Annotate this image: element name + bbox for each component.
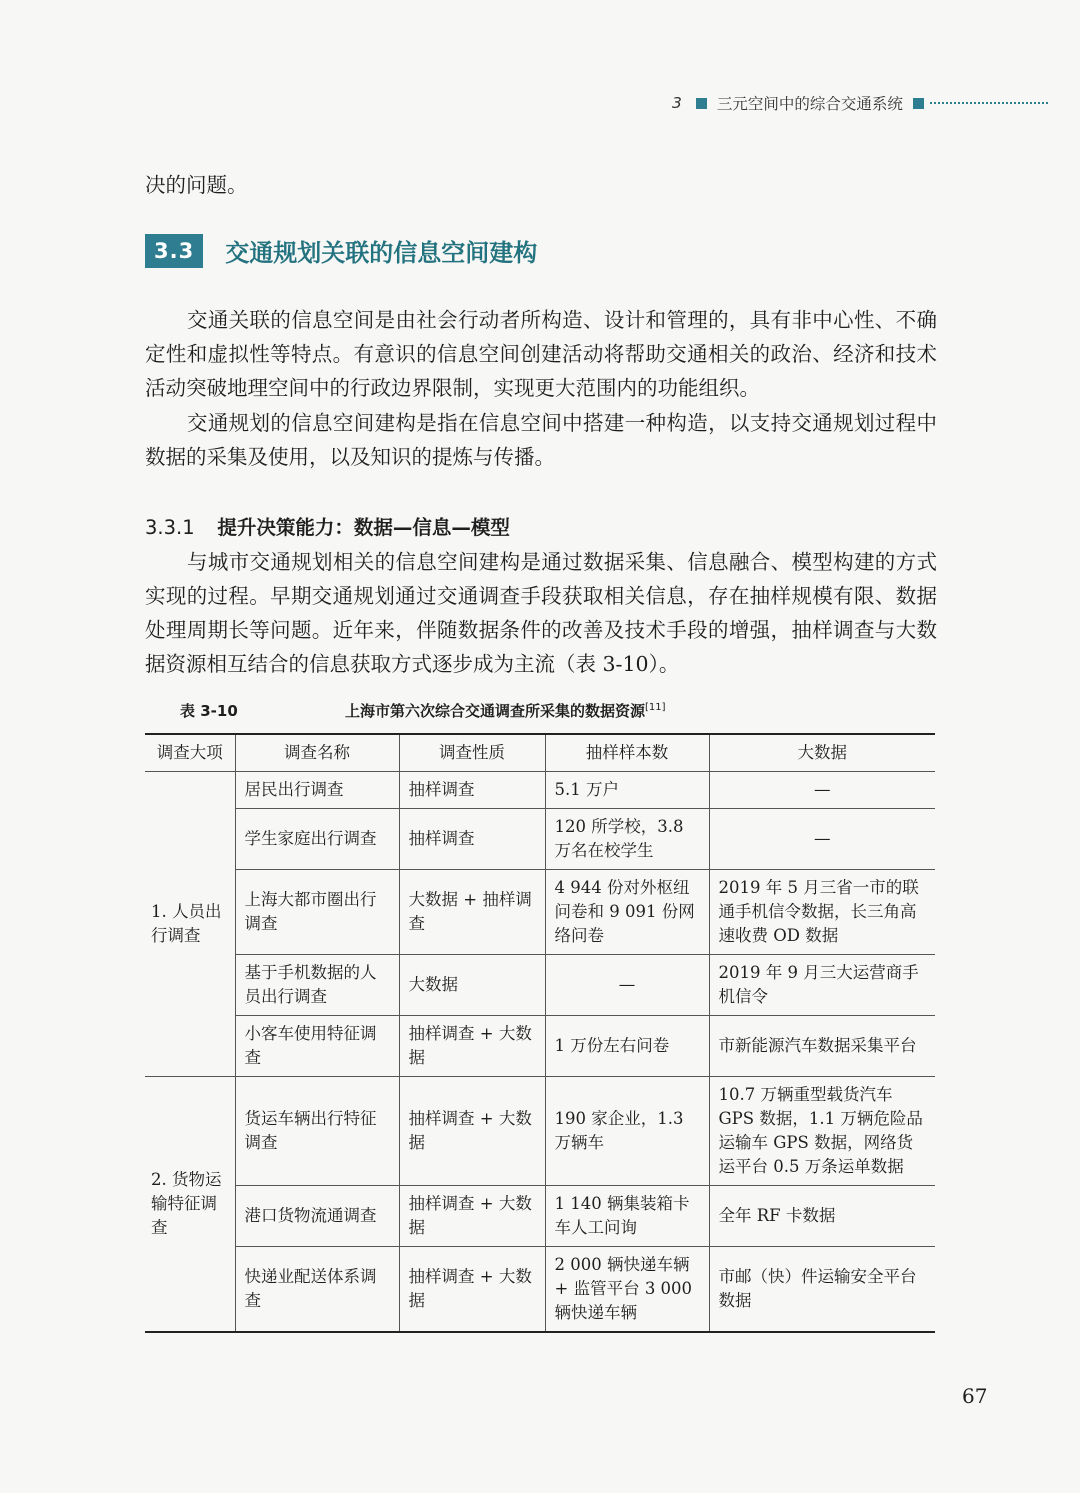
column-header: 大数据: [709, 734, 935, 772]
table-cell: 5.1 万户: [545, 772, 709, 809]
table-row: [145, 1077, 935, 1186]
table-cell: —: [709, 809, 935, 870]
table-row: [145, 1016, 935, 1077]
column-header: 抽样样本数: [545, 734, 709, 772]
table-cell: 抽样调查 + 大数据: [399, 1186, 545, 1247]
table-cell: 抽样调查: [399, 772, 545, 809]
table-cell: 上海大都市圈出行调查: [235, 870, 399, 955]
column-header: 调查大项: [145, 734, 235, 772]
table-cell: 抽样调查 + 大数据: [399, 1016, 545, 1077]
subsection-number: 3.3.1: [145, 516, 195, 539]
subsection-heading: [145, 512, 510, 540]
section-number: 3.3: [145, 234, 203, 268]
table-cell: 190 家企业，1.3 万辆车: [545, 1077, 709, 1186]
table-cell: 港口货物流通调查: [235, 1186, 399, 1247]
table-cell: 快递业配送体系调查: [235, 1247, 399, 1333]
table-cell: —: [545, 955, 709, 1016]
table-row: [145, 809, 935, 870]
paragraph: 与城市交通规划相关的信息空间建构是通过数据采集、信息融合、模型构建的方式实现的过程。早期交通规划通过交通调查手段获取相关信息，存在抽样规模有限、数据处理周期长等问题。近年来，伴随数据条件的改善及技术手段的增强，抽样调查与大数据资源相互结合的信息获取方式逐步成为主流（表 3-10）。: [145, 550, 937, 676]
section-heading: [145, 233, 537, 268]
citation-ref: [11]: [645, 702, 666, 713]
paragraph-continued: 决的问题。: [145, 173, 248, 197]
column-header: 调查名称: [235, 734, 399, 772]
dotted-rule: [930, 102, 1048, 104]
table-cell: 学生家庭出行调查: [235, 809, 399, 870]
table-cell: 全年 RF 卡数据: [709, 1186, 935, 1247]
table-cell: 基于手机数据的人员出行调查: [235, 955, 399, 1016]
running-header: [672, 92, 1048, 114]
table-cell: 市邮（快）件运输安全平台数据: [709, 1247, 935, 1333]
data-table: [145, 733, 935, 1333]
table-row: [145, 772, 935, 809]
table-row: [145, 870, 935, 955]
table-cell: 120 所学校，3.8 万名在校学生: [545, 809, 709, 870]
table-cell: 抽样调查: [399, 809, 545, 870]
chapter-number: 3: [672, 94, 682, 112]
table-cell: 市新能源汽车数据采集平台: [709, 1016, 935, 1077]
table-title: 上海市第六次综合交通调查所采集的数据资源: [345, 702, 646, 720]
square-marker-icon: [696, 98, 707, 109]
table-row: [145, 1186, 935, 1247]
category-cell: 2. 货物运输特征调查: [145, 1077, 235, 1333]
table-cell: 小客车使用特征调查: [235, 1016, 399, 1077]
table-cell: 居民出行调查: [235, 772, 399, 809]
table-cell: 4 944 份对外枢纽问卷和 9 091 份网络问卷: [545, 870, 709, 955]
paragraph: 交通规划的信息空间建构是指在信息空间中搭建一种构造，以支持交通规划过程中数据的采集及使用，以及知识的提炼与传播。: [145, 411, 937, 469]
table-cell: 抽样调查 + 大数据: [399, 1247, 545, 1333]
table-cell: 1 万份左右问卷: [545, 1016, 709, 1077]
table-label: 表 3-10: [180, 702, 238, 720]
table-cell: 1 140 辆集装箱卡车人工问询: [545, 1186, 709, 1247]
table-cell: 10.7 万辆重型载货汽车 GPS 数据，1.1 万辆危险品运输车 GPS 数据，网络货运平台 0.5 万条运单数据: [709, 1077, 935, 1186]
section-title: 交通规划关联的信息空间建构: [225, 238, 538, 267]
chapter-title: 三元空间中的综合交通系统: [716, 95, 903, 113]
subsection-title: 提升决策能力：数据—信息—模型: [217, 516, 510, 539]
table-cell: 2019 年 5 月三省一市的联通手机信令数据，长三角高速收费 OD 数据: [709, 870, 935, 955]
square-marker-icon: [913, 98, 924, 109]
category-cell: 1. 人员出行调查: [145, 772, 235, 1077]
page-number: 67: [962, 1384, 988, 1408]
table-cell: 货运车辆出行特征调查: [235, 1077, 399, 1186]
table-row: [145, 955, 935, 1016]
table-cell: 2 000 辆快递车辆 + 监管平台 3 000 辆快递车辆: [545, 1247, 709, 1333]
table-cell: —: [709, 772, 935, 809]
table-cell: 抽样调查 + 大数据: [399, 1077, 545, 1186]
paragraph: 交通关联的信息空间是由社会行动者所构造、设计和管理的，具有非中心性、不确定性和虚拟性等特点。有意识的信息空间创建活动将帮助交通相关的政治、经济和技术活动突破地理空间中的行政边界限制，实现更大范围内的功能组织。: [145, 308, 937, 400]
column-header: 调查性质: [399, 734, 545, 772]
table-row: [145, 1247, 935, 1333]
table-cell: 大数据 + 抽样调查: [399, 870, 545, 955]
table-header-row: [145, 734, 935, 772]
table-cell: 2019 年 9 月三大运营商手机信令: [709, 955, 935, 1016]
table-cell: 大数据: [399, 955, 545, 1016]
